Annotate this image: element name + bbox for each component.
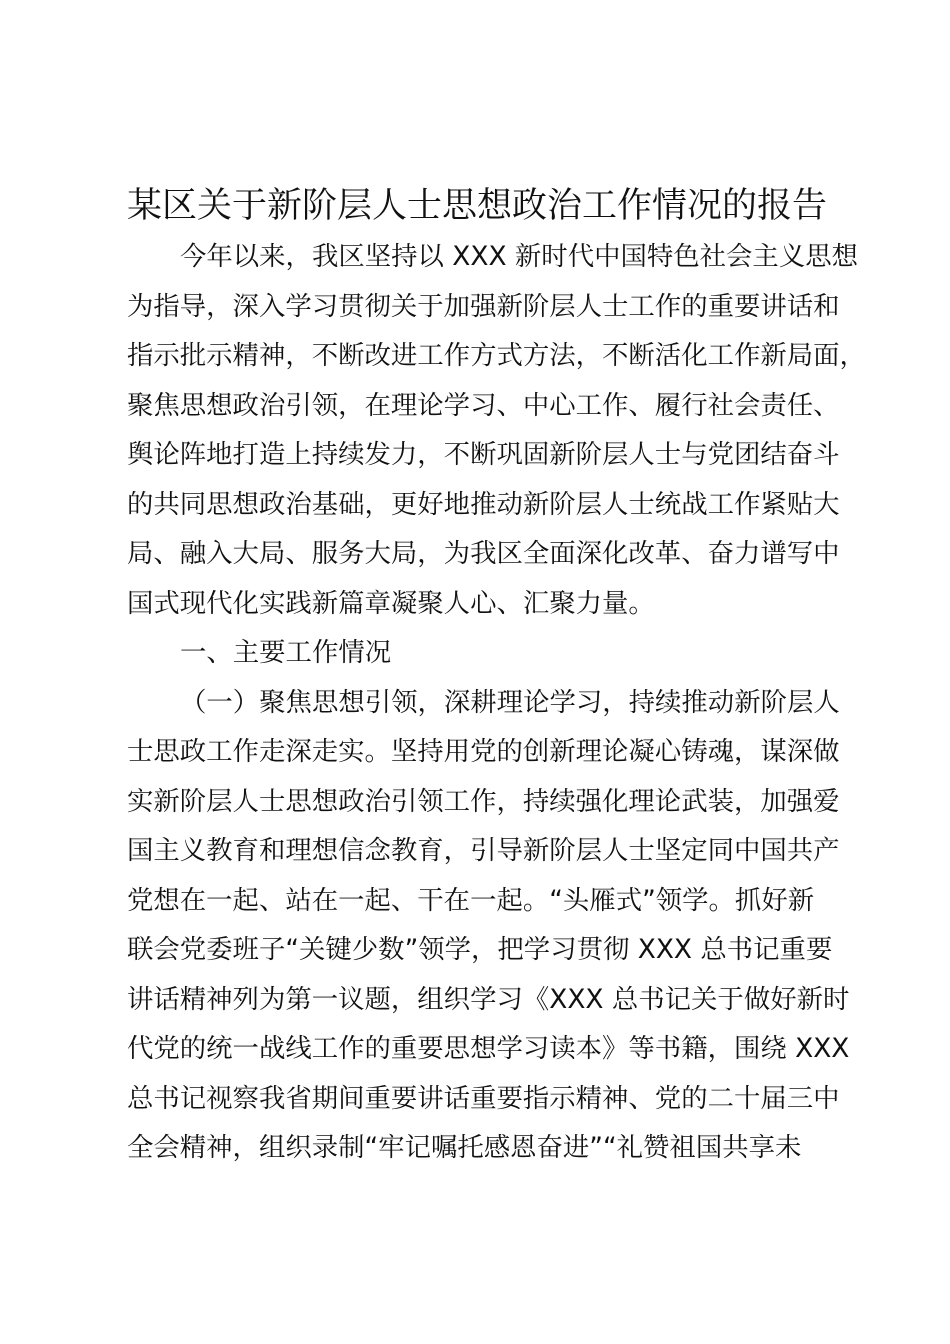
paragraph-line: 局、融入大局、服务大局，为我区全面深化改革、奋力谱写中 [127,538,840,569]
paragraph-line: （一）聚焦思想引领，深耕理论学习，持续推动新阶层人 [180,686,840,718]
paragraph-line: 的共同思想政治基础，更好地推动新阶层人士统战工作紧贴大 [127,488,840,520]
paragraph-line: 今年以来，我区坚持以 XXX 新时代中国特色社会主义思想 [180,241,858,272]
paragraph-line: 国主义教育和理想信念教育，引导新阶层人士坚定同中国共产 [127,835,840,866]
paragraph-line: 舆论阵地打造上持续发力，不断巩固新阶层人士与党团结奋斗 [127,439,840,470]
paragraph-line: 联会党委班子“关键少数”领学，把学习贯彻 XXX 总书记重要 [127,934,833,965]
paragraph-line: 指示批示精神，不断改进工作方式方法，不断活化工作新局面， [127,340,866,371]
paragraph-line: 代党的统一战线工作的重要思想学习读本》等书籍，围绕 XXX [127,1033,850,1064]
paragraph-line: 士思政工作走深走实。坚持用党的创新理论凝心铸魂，谋深做 [127,736,840,767]
paragraph-line: 全会精神，组织录制“牢记嘱托感恩奋进”“礼赞祖国共享未 [127,1132,802,1163]
paragraph-line: 国式现代化实践新篇章凝聚人心、汇聚力量。 [127,587,655,619]
paragraph-line: 总书记视察我省期间重要讲话重要指示精神、党的二十届三中 [127,1082,840,1114]
document-body [127,232,866,1173]
paragraph-line: 聚焦思想政治引领，在理论学习、中心工作、履行社会责任、 [127,389,840,421]
paragraph-line: 实新阶层人士思想政治引领工作，持续强化理论武装，加强爱 [127,785,840,817]
paragraph-line: 讲话精神列为第一议题，组织学习《XXX 总书记关于做好新时 [127,983,850,1015]
paragraph-line: 党想在一起、站在一起、干在一起。“头雁式”领学。抓好新 [127,884,815,916]
document-title: 某区关于新阶层人士思想政治工作情况的报告 [127,186,828,226]
section-heading: 一、主要工作情况 [180,637,392,668]
paragraph-line: 为指导，深入学习贯彻关于加强新阶层人士工作的重要讲话和 [127,290,840,322]
